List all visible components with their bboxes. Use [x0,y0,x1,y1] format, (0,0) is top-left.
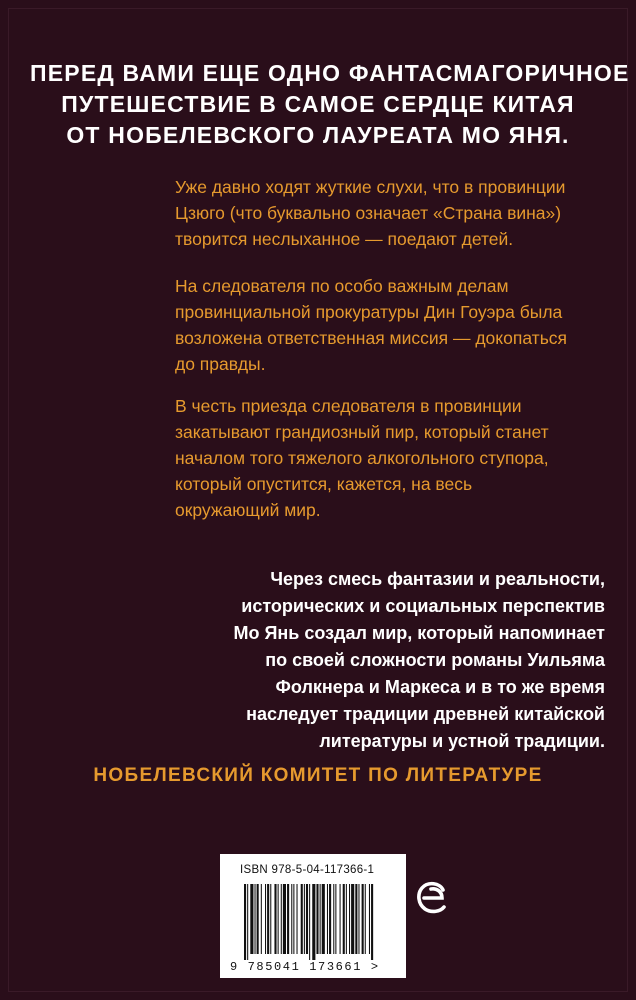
barcode-bar [322,884,325,954]
barcode-bar [343,884,345,954]
barcode-bar [335,884,336,954]
blurb-paragraph-2 [175,273,615,377]
barcode-bar [362,884,364,954]
barcode-bar [304,884,305,954]
barcode-bar [329,884,331,954]
barcode-bar [255,884,256,954]
barcode-bar [340,884,341,954]
barcode-bar [247,884,248,960]
barcode-bar [346,884,347,954]
barcode-bar [291,884,292,954]
barcode-bar [287,884,289,954]
barcode-bar [301,884,303,954]
headline-line: ПУТЕШЕСТВИЕ В САМОЕ СЕРДЦЕ КИТАЯ [61,91,575,117]
quote-line: литературы и устной традиции. [319,731,605,751]
barcode-bar [283,884,286,954]
barcode-bar [358,884,359,954]
barcode-bar [265,884,266,954]
blurb-line: В честь приезда следователя в провинции [175,396,522,416]
blurb-line: возложена ответственная миссия — докопаться [175,328,568,348]
headline-line: ПЕРЕД ВАМИ ЕЩЕ ОДНО ФАНТАСМАГОРИЧНОЕ [30,60,630,86]
barcode-bar [257,884,259,954]
blurb-line: который опустится, кажется, на весь [175,474,473,494]
blurb-line: закатывают грандиозный пир, который станет [175,422,549,442]
barcode-bar [278,884,279,954]
barcode-bar [320,884,321,954]
blurb-line: Цзюго (что буквально означает «Страна вина») [175,203,562,223]
barcode [220,854,406,978]
barcode-bar [312,884,315,960]
barcode-bar [365,884,366,954]
quote-line: наследует традиции древней китайской [246,704,605,724]
barcode-bar [244,884,246,960]
barcode-bar [270,884,271,954]
blurb-line: Уже давно ходят жуткие слухи, что в провинции [175,177,566,197]
quote-line: Через смесь фантазии и реальности, [270,569,605,589]
barcode-bar [369,884,370,954]
quote-attribution: НОБЕЛЕВСКИЙ КОМИТЕТ ПО ЛИТЕРАТУРЕ [93,765,543,786]
barcode-bar [261,884,262,954]
eksmo-logo-icon [416,880,448,914]
barcode-bar [316,884,318,954]
barcode-bar [297,884,298,954]
barcode-bar [333,884,334,954]
barcode-digits: 9 785041 173661 > [230,960,380,974]
blurb-line: провинциальной прокуратуры Дин Гоуэра была [175,302,563,322]
blurb-paragraph-1 [175,174,615,252]
barcode-bar [267,884,269,954]
blurb-line: На следователя по особо важным делам [175,276,509,296]
barcode-bar [371,884,373,960]
headline-line: ОТ НОБЕЛЕВСКОГО ЛАУРЕАТА МО ЯНЯ. [66,122,570,148]
barcode-bar [309,884,310,960]
blurb-line: окружающий мир. [175,500,321,520]
barcode-bar [349,884,350,954]
barcode-bar [274,884,276,954]
barcode-bar [281,884,282,954]
barcode-bar [355,884,357,954]
review-quote [145,566,605,755]
quote-line: по своей сложности романы Уильяма [265,650,605,670]
blurb-line: началом того тяжелого алкогольного ступора, [175,448,549,468]
barcode-bars [244,884,392,960]
quote-line: Мо Янь создал мир, который напоминает [233,623,605,643]
barcode-bar [306,884,308,954]
barcode-bar [351,884,354,954]
blurb-line: творится неслыханное — поедают детей. [175,229,514,249]
isbn-label: ISBN 978-5-04-117366-1 [240,864,375,876]
headline [30,58,630,151]
barcode-bar [293,884,294,954]
quote-line: исторических и социальных перспектив [241,596,605,616]
blurb-line: до правды. [175,354,266,374]
barcode-bar [250,884,253,954]
blurb-paragraph-3 [175,393,615,523]
quote-line: Фолкнера и Маркеса и в то же время [275,677,605,697]
barcode-bar [327,884,328,954]
